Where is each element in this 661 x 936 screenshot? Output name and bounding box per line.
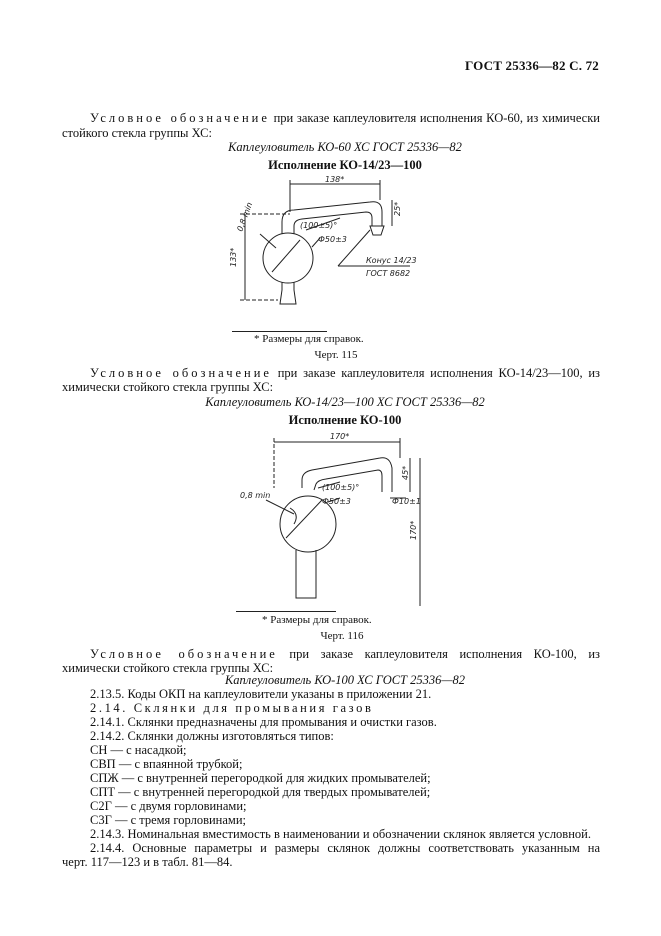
line-2-14-4-cont: черт. 117—123 и в табл. 81—84. [62, 855, 233, 869]
line-2-14-3: 2.14.3. Номинальная вместимость в наименовании и обозначении склянок является условной. [90, 827, 591, 841]
text: химически стойкого стекла группы ХС: [62, 661, 274, 675]
dim-top: 25* [393, 201, 402, 216]
text: при заказе каплеуловителя исполнения КО-100, из [277, 647, 600, 661]
dim-angle: (100±5)° [300, 221, 338, 230]
spaced-heading: Условное обозначение [90, 647, 278, 661]
dim-height: 133* [229, 247, 238, 267]
designation-2: Каплеуловитель КО-14/23—100 ХС ГОСТ 25336—82 [205, 395, 485, 409]
dim-diameter: Ф50±3 [322, 497, 351, 506]
line-2-14-4: 2.14.4. Основные параметры и размеры склянок должны соответствовать указанным на [90, 841, 600, 855]
dim-diameter: Ф50±3 [318, 235, 347, 244]
figure115-caption: Черт. 115 [314, 349, 358, 361]
figure116-caption: Черт. 116 [320, 630, 364, 642]
text: при заказе каплеуловителя исполнения КО-60, из химически [269, 111, 600, 125]
designation-3: Каплеуловитель КО-100 ХС ГОСТ 25336—82 [224, 673, 466, 687]
label-std: ГОСТ 8682 [366, 269, 411, 278]
type-svp: СВП — с впаянной трубкой; [90, 757, 243, 771]
paragraph-block2-cont [62, 380, 602, 395]
line-2-13-5: 2.13.5. Коды ОКП на каплеуловители указаны в приложении 21. [90, 687, 432, 701]
line-2-14-2: 2.14.2. Склянки должны изготовляться типов: [90, 729, 334, 743]
spaced-heading: Условное обозначение [90, 366, 272, 380]
text: при заказе каплеуловителя исполнения КО-14/23—100, из [271, 366, 600, 380]
spaced-heading: Условное обозначение [90, 111, 270, 125]
dim-height: 170* [409, 520, 418, 540]
type-spzh: СПЖ — с внутренней перегородкой для жидких промывателей; [90, 771, 431, 785]
figure116-drawing [230, 428, 430, 610]
paragraph-block1 [90, 111, 600, 126]
dim-wall: 0,8 min [240, 491, 271, 500]
figure116-title: Исполнение КО-100 [288, 413, 402, 427]
dim-wall: 0,8 min [235, 201, 255, 233]
dim-width: 138* [325, 175, 345, 184]
type-s3g: С3Г — с тремя горловинами; [90, 813, 246, 827]
figure115-drawing [220, 172, 460, 332]
figure115-title: Исполнение КО-14/23—100 [268, 158, 422, 172]
figure116-note: * Размеры для справок. [262, 614, 372, 626]
dim-angle: (100±5)° [322, 483, 360, 492]
figure115-note: * Размеры для справок. [254, 333, 364, 345]
designation-1: Каплеуловитель КО-60 ХС ГОСТ 25336—82 [228, 140, 462, 154]
label-cone: Конус 14/23 [366, 256, 417, 265]
text: химически стойкого стекла группы ХС: [62, 380, 274, 394]
type-s2g: С2Г — с двумя горловинами; [90, 799, 247, 813]
page-header: ГОСТ 25336—82 С. 72 [465, 58, 599, 73]
section-heading-2-14: 2.14. Склянки для промывания газов [90, 701, 374, 715]
dim-top: 45* [401, 465, 410, 480]
type-spt: СПТ — с внутренней перегородкой для твердых промывателей; [90, 785, 431, 799]
line-2-14-1: 2.14.1. Склянки предназначены для промывания и очистки газов. [90, 715, 437, 729]
type-sn: СН — с насадкой; [90, 743, 187, 757]
dim-tube: Ф10±1 [392, 497, 421, 506]
paragraph-block3 [90, 647, 600, 662]
note-rule [232, 331, 327, 332]
note-rule [236, 611, 336, 612]
paragraph-block1-cont [62, 126, 602, 141]
text: стойкого стекла группы ХС: [62, 126, 212, 140]
dim-width: 170* [330, 432, 350, 441]
paragraph-block2 [90, 366, 600, 381]
